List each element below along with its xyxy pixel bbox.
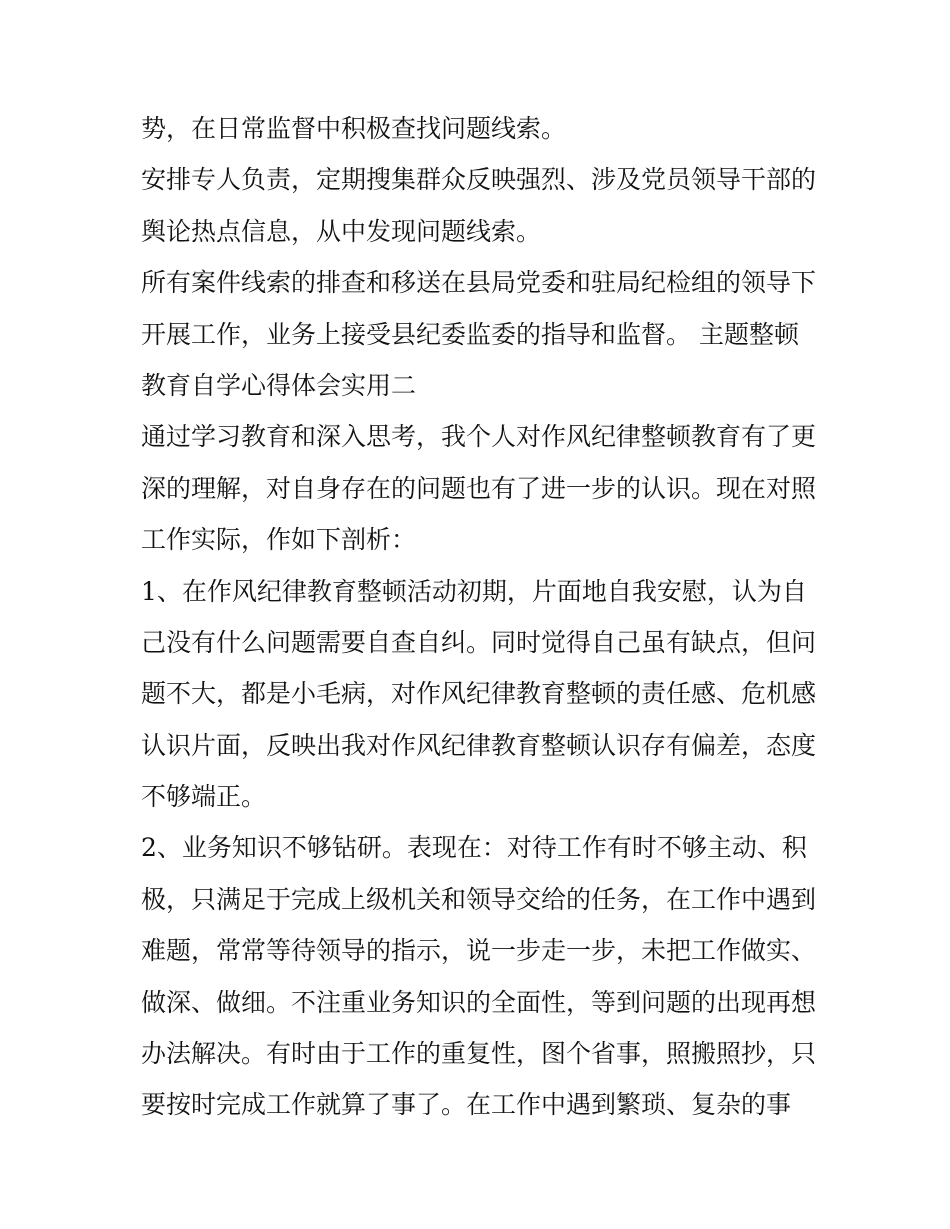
- text-line: 开展工作，业务上接受县纪委监委的指导和监督。 主题整顿: [141, 319, 799, 349]
- text-line: 不够端正。: [141, 782, 267, 812]
- text-line: 所有案件线索的排查和移送在县局党委和驻局纪检组的领导下: [141, 268, 817, 298]
- text-line: 1、在作风纪律教育整顿活动初期，片面地自我安慰，认为自: [141, 576, 807, 606]
- text-line: 教育自学心得体会实用二: [141, 370, 417, 400]
- text-line: 势，在日常监督中积极查找问题线索。: [141, 114, 567, 143]
- text-line: 深的理解，对自身存在的问题也有了进一步的认识。现在对照: [141, 473, 817, 503]
- text-line: 舆论热点信息，从中发现问题线索。: [141, 216, 542, 246]
- text-line: 认识片面，反映出我对作风纪律教育整顿认识存有偏差，态度: [141, 730, 817, 760]
- text-line: 极，只满足于完成上级机关和领导交给的任务，在工作中遇到: [141, 884, 817, 914]
- text-line: 工作实际，作如下剖析：: [141, 525, 417, 555]
- document-body: [141, 103, 821, 1131]
- text-line: 题不大，都是小毛病，对作风纪律教育整顿的责任感、危机感: [141, 679, 817, 709]
- text-line: 做深、做细。不注重业务知识的全面性，等到问题的出现再想: [141, 987, 817, 1017]
- text-line: 2、业务知识不够钻研。表现在：对待工作有时不够主动、积: [141, 833, 807, 863]
- text-line: 己没有什么问题需要自查自纠。同时觉得自己虽有缺点，但问: [141, 627, 817, 657]
- text-line: 安排专人负责，定期搜集群众反映强烈、涉及党员领导干部的: [141, 165, 817, 195]
- text-line: 通过学习教育和深入思考，我个人对作风纪律整顿教育有了更: [141, 422, 817, 452]
- text-line: 要按时完成工作就算了事了。在工作中遇到繁琐、复杂的事: [141, 1090, 792, 1120]
- text-line: 办法解决。有时由于工作的重复性，图个省事，照搬照抄，只: [141, 1039, 817, 1069]
- text-line: 难题，常常等待领导的指示，说一步走一步，未把工作做实、: [141, 936, 817, 966]
